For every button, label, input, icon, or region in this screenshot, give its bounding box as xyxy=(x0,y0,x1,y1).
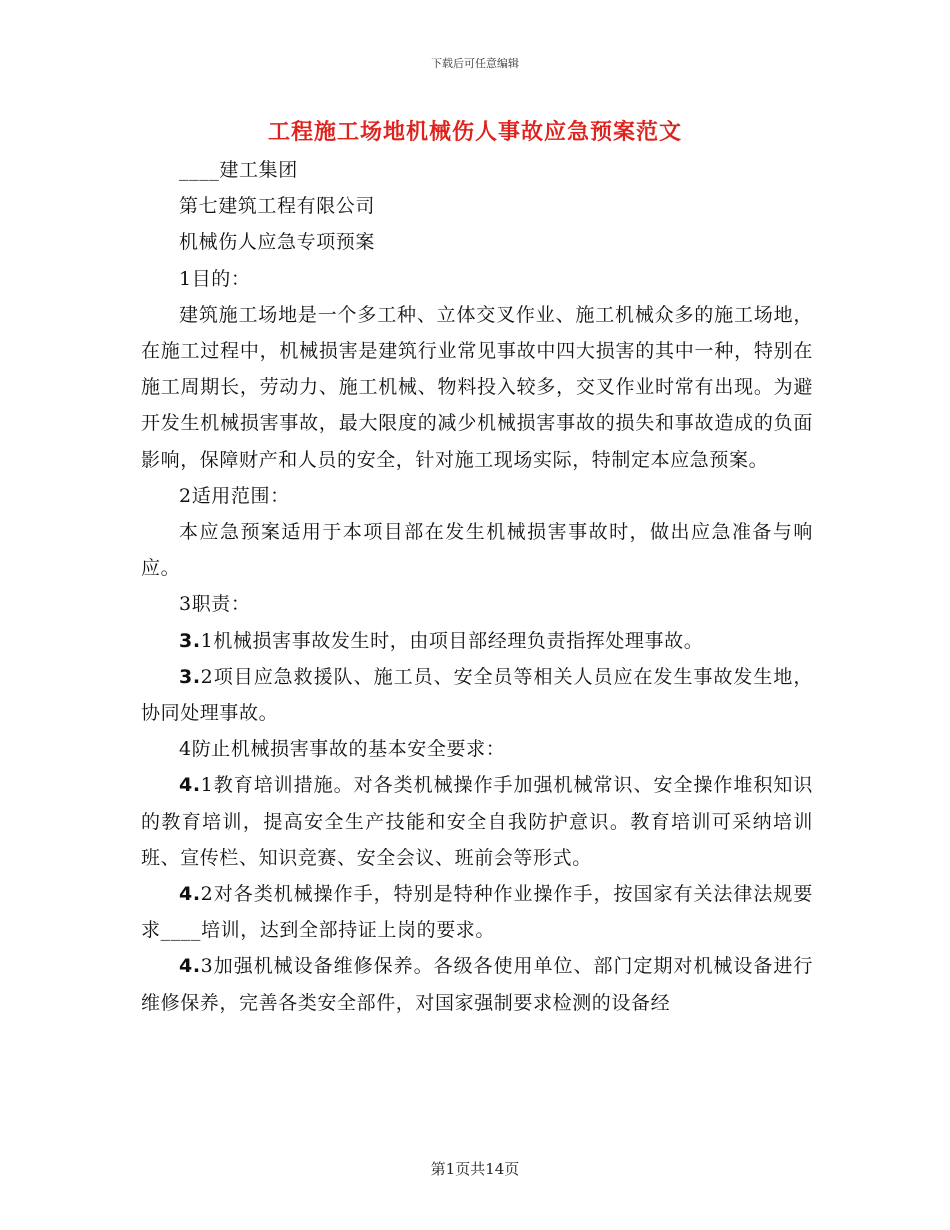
paragraph-text: 3职责： xyxy=(179,593,251,616)
section-heading-purpose xyxy=(141,261,813,297)
paragraph-requirement-4-2 xyxy=(141,876,813,948)
section-heading-duties xyxy=(141,586,813,622)
document-title: 工程施工场地机械伤人事故应急预案范文 xyxy=(267,119,682,145)
paragraph-duty-3-2 xyxy=(141,659,813,731)
paragraph-requirement-4-1 xyxy=(141,767,813,876)
paragraph-text: 本应急预案适用于本项目部在发生机械损害事故时，做出应急准备与响应。 xyxy=(141,521,813,580)
paragraph-text: 3加强机械设备维修保养。各级各使用单位、部门定期对机械设备进行维修保养，完善各类安全部件，对国家强制要求检测的设备经 xyxy=(141,955,813,1014)
paragraph-text: 2适用范围： xyxy=(179,484,290,507)
paragraph-plan-name xyxy=(141,224,813,260)
clause-number: 4. xyxy=(179,883,201,906)
clause-number: 4. xyxy=(179,955,201,978)
paragraph-text: 2对各类机械操作手，特别是特种作业操作手，按国家有关法律法规要求____培训，达到全部持证上岗的要求。 xyxy=(141,883,813,942)
paragraph-scope xyxy=(141,514,813,586)
paragraph-text: 建筑施工场地是一个多工种、立体交叉作业、施工机械众多的施工场地，在施工过程中，机械损害是建筑行业常见事故中四大损害的其中一种，特别在施工周期长，劳动力、施工机械、物料投入较多，交叉作业时常有出现。为避开发生机械损害事故，最大限度的减少机械损害事故的损失和事故造成的负面影响，保障财产和人员的安全，针对施工现场实际，特制定本应急预案。 xyxy=(141,303,813,471)
section-heading-scope xyxy=(141,478,813,514)
paragraph-purpose xyxy=(141,297,813,478)
paragraph-text: 4防止机械损害事故的基本安全要求： xyxy=(179,738,506,761)
paragraph-text: 1机械损害事故发生时，由项目部经理负责指挥处理事故。 xyxy=(200,629,704,652)
paragraph-text: 第七建筑工程有限公司 xyxy=(179,195,376,218)
page-footer: 第1页共14页 xyxy=(430,1160,520,1178)
paragraph-duty-3-1 xyxy=(141,623,813,659)
clause-number: 4. xyxy=(179,774,201,797)
section-heading-safety-requirements xyxy=(141,731,813,767)
paragraph-text: 2项目应急救援队、施工员、安全员等相关人员应在发生事故发生地，协同处理事故。 xyxy=(141,665,813,725)
paragraph-text: 1目的： xyxy=(179,267,251,290)
paragraph-text: 1教育培训措施。对各类机械操作手加强机械常识、安全操作堆积知识的教育培训，提高安全生产技能和安全自我防护意识。教育培训可采纳培训班、宣传栏、知识竞赛、安全会议、班前会等形式。 xyxy=(141,774,813,869)
clause-number: 3. xyxy=(179,665,201,688)
paragraph-company-name xyxy=(141,188,813,224)
paragraph-text: 机械伤人应急专项预案 xyxy=(179,231,376,254)
document-body xyxy=(141,152,813,1021)
paragraph-text: ____建工集团 xyxy=(179,159,298,181)
paragraph-requirement-4-3 xyxy=(141,948,813,1020)
clause-number: 3. xyxy=(179,629,201,652)
paragraph-company-group xyxy=(141,152,813,188)
header-note: 下载后可任意编辑 xyxy=(431,57,519,70)
